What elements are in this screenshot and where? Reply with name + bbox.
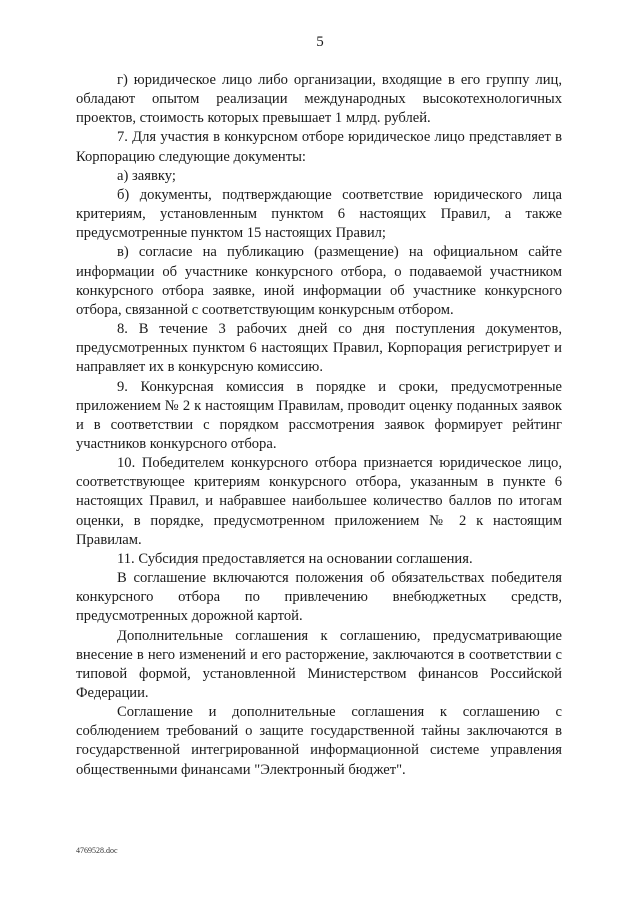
footer-document-code: 4769528.doc xyxy=(76,846,118,855)
paragraph-7: 7. Для участия в конкурсном отборе юридическое лицо представляет в Корпорацию следующие документы: xyxy=(76,129,562,165)
paragraph-7v: в) согласие на публикацию (размещение) на официальном сайте информации об участнике конкурсного отбора, о подаваемой участником конкурсного отбора заявке, иной информации об участнике конкурсного отбора, связанной с соответствующим конкурсным отбором. xyxy=(76,244,562,318)
paragraph-11: 11. Субсидия предоставляется на основании соглашения. xyxy=(117,550,473,567)
page-number: 5 xyxy=(316,34,324,50)
paragraph-7a: а) заявку; xyxy=(117,167,176,184)
paragraph-11-agreement-provisions: В соглашение включаются положения об обязательствах победителя конкурсного отбора по привлечению внебюджетных средств, предусмотренных дорожной картой. xyxy=(76,570,562,625)
paragraph-11-electronic-budget: Соглашение и дополнительные соглашения к соглашению с соблюдением требований о защите государственной тайны заключаются в государственной интегрированной информационной системе управления общественными финансами "Электронный бюджет". xyxy=(76,704,562,778)
paragraph-9: 9. Конкурсная комиссия в порядке и сроки, предусмотренные приложением № 2 к настоящим Правилам, проводит оценку поданных заявок и в соответствии с порядком рассмотрения заявок формирует рейтинг участников конкурсного отбора. xyxy=(76,378,562,452)
paragraph-7b: б) документы, подтверждающие соответствие юридического лица критериям, установленным пунктом 6 настоящих Правил, а также предусмотренные пунктом 15 настоящих Правил; xyxy=(76,186,562,242)
paragraph-4g: г) юридическое лицо либо организации, входящие в его группу лиц, обладают опытом реализации международных высокотехнологичных проектов, стоимость которых превышает 1 млрд. рублей. xyxy=(76,72,562,127)
paragraph-11-additional-agreements: Дополнительные соглашения к соглашению, предусматривающие внесение в него изменений и его расторжение, заключаются в соответствии с типовой формой, установленной Министерством финансов Российской Федерации. xyxy=(76,627,562,701)
document-body xyxy=(76,71,562,780)
paragraph-8: 8. В течение 3 рабочих дней со дня поступления документов, предусмотренных пунктом 6 настоящих Правил, Корпорация регистрирует и направляет их в конкурсную комиссию. xyxy=(76,321,562,376)
paragraph-10: 10. Победителем конкурсного отбора признается юридическое лицо, соответствующее критериям конкурсного отбора, указанным в пункте 6 настоящих Правил, и набравшее наибольшее количество баллов по итогам оценки, в порядке, предусмотренном приложением № 2 к настоящим Правилам. xyxy=(76,455,562,548)
